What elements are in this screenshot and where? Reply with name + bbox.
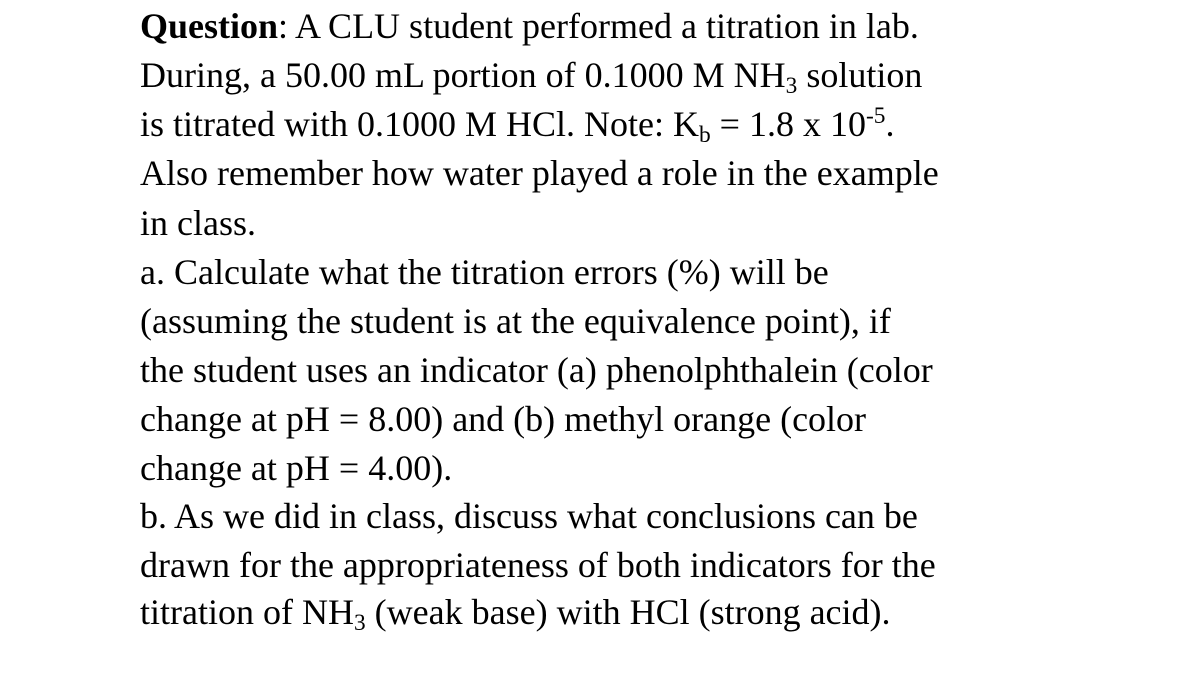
part-a-line-3: the student uses an indicator (a) phenolphthalein (color (140, 350, 933, 390)
question-line-1-text: : A CLU student performed a titration in lab. (278, 6, 919, 46)
question-line-4: Also remember how water played a role in the example (140, 153, 939, 193)
nh3-subscript-b: 3 (353, 609, 366, 636)
nh3-subscript: 3 (785, 72, 798, 99)
question-line-1 (140, 8, 919, 44)
question-line-2-text-a: During, a 50.00 mL portion of 0.1000 M NH (140, 55, 786, 95)
question-line-5: in class. (140, 203, 256, 243)
question-line-3 (140, 103, 895, 148)
part-a-line-5: change at pH = 4.00). (140, 448, 453, 488)
question-line-3-text-a: is titrated with 0.1000 M HCl. Note: K (140, 104, 699, 144)
part-b-line-3-text-b: (weak base) with HCl (strong acid). (365, 592, 891, 632)
part-b-line-3 (140, 592, 891, 636)
kb-subscript: b (698, 121, 711, 148)
question-label: Question (140, 6, 279, 46)
part-a-line-1: a. Calculate what the titration errors (%) will be (140, 252, 829, 292)
part-b-line-2: drawn for the appropriateness of both indicators for the (140, 545, 936, 585)
part-a-line-4: change at pH = 8.00) and (b) methyl orange (color (140, 399, 867, 439)
part-b-line-3-text-a: titration of NH (140, 592, 354, 632)
question-line-2 (140, 55, 923, 99)
question-line-2-text-b: solution (797, 55, 923, 95)
part-b-line-1: b. As we did in class, discuss what conclusions can be (140, 496, 918, 536)
exponent-superscript: -5 (865, 103, 886, 130)
part-a-line-2: (assuming the student is at the equivalence point), if (140, 301, 891, 341)
question-line-3-text-b: = 1.8 x 10 (710, 104, 866, 144)
question-line-3-text-c: . (885, 104, 895, 144)
